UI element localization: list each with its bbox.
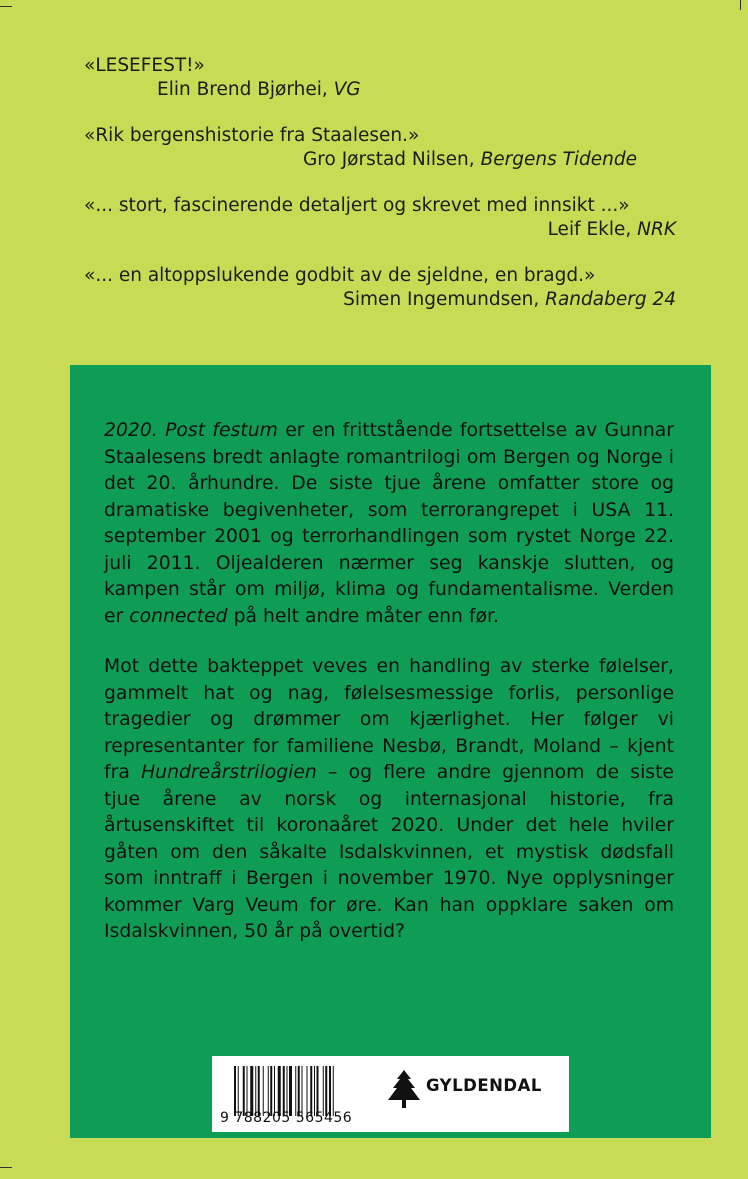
isbn-number: 9 788205 565456 [220,1110,353,1126]
description-text: på helt andre måter enn før. [227,605,499,627]
tree-icon [387,1070,421,1108]
description-text: Mot dette bakteppet veves en handling av sterke følelser, gammelt hat og nag, følelsesmessige forlis, personlige tragedier og drømmer om kjærlighet. Her følger vi representanter for familiene Nesbø, Brandt, Moland – kjent fra [104,656,674,783]
description-paragraph-2 [104,654,674,946]
barcode-box [212,1056,569,1132]
crop-mark-bottom-left [0,1167,12,1168]
book-description [104,418,674,970]
quote-author: Leif Ekle, [547,219,632,240]
description-text: er en frittstående fortsettelse av Gunnar Staalesens bredt anlagte romantrilogi om Bergen og Norge i det 20. århundre. De siste tjue årene omfatter store og dramatiske begivenheter, som terrorangrepet i USA 11. september 2001 og terrorhandlingen som rystet Norge 22. juli 2011. Oljealderen nærmer seg kanskje slutten, og kampen står om miljø, klima og fundamentalisme. Verden er [104,420,675,627]
quote-attribution [84,78,676,102]
crop-mark-top-right [740,0,741,10]
quote-text: «LESEFEST!» [84,55,205,76]
publisher-logo-text: GYLDENDAL [426,1076,542,1095]
quote-2 [84,124,676,172]
quote-source: VG [333,79,361,100]
description-emphasis: connected [129,605,228,627]
book-title: 2020. Post festum [104,420,278,441]
quote-attribution [84,148,676,172]
quote-text: «Rik bergenshistorie fra Staalesen.» [84,125,420,146]
review-quotes [84,54,676,334]
quote-1 [84,54,676,102]
quote-source: NRK [637,219,676,240]
quote-3 [84,194,676,242]
quote-author: Elin Brend Bjørhei, [157,79,328,100]
quote-source: Randaberg 24 [545,289,676,310]
quote-author: Simen Ingemundsen, [343,289,540,310]
description-paragraph-1 [104,418,674,630]
quote-author: Gro Jørstad Nilsen, [302,149,475,170]
quote-attribution [84,288,676,312]
quote-text: «... stort, fascinerende detaljert og skrevet med innsikt ...» [84,195,630,216]
description-emphasis: Hundreårstrilogien [141,762,317,783]
description-text: – og flere andre gjennom de siste tjue årene av norsk og internasjonal historie, fra årtusenskiftet til koronaåret 2020. Under det hele hviler gåten om den såkalte Isdalskvinnen, et mystisk dødsfall som inntraff i Bergen i november 1970. Nye opplysninger kommer Varg Veum for øre. Kan han oppklare saken om Isdalskvinnen, 50 år på overtid? [104,762,674,942]
isbn-barcode [234,1066,366,1116]
crop-mark-top-left [0,6,12,7]
quote-source: Bergens Tidende [480,149,638,170]
quote-4 [84,264,676,312]
blurb-panel [70,365,711,1138]
quote-text: «... en altoppslukende godbit av de sjeldne, en bragd.» [84,265,596,286]
quote-attribution [84,218,676,242]
